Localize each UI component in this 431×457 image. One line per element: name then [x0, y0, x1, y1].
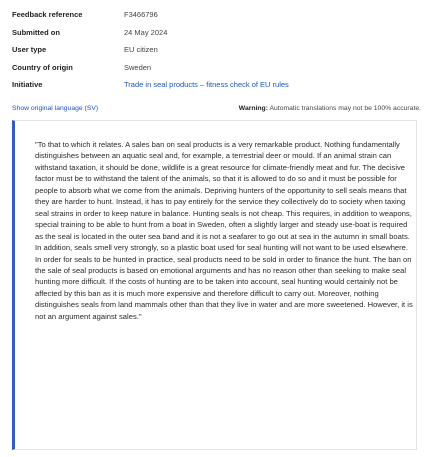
initiative-link[interactable]: Trade in seal products – fitness check of EU rules [124, 80, 289, 89]
meta-value: F3466796 [124, 10, 158, 19]
meta-value: Sweden [124, 62, 152, 72]
feedback-quote-box [12, 120, 417, 450]
language-bar [12, 105, 421, 112]
meta-label: User type [12, 45, 47, 54]
translation-warning [239, 105, 421, 112]
meta-row-country-of-origin [12, 63, 422, 81]
meta-row-initiative [12, 80, 422, 98]
meta-value: 24 May 2024 [124, 27, 168, 37]
meta-label: Submitted on [12, 27, 60, 37]
feedback-text: "To that to which it relates. A sales ban on seal products is a very remarkable product. Nothing fundamentally distinguishes between an aquatic seal and, for example, a terrestrial deer or mould. If an animal strain can withstand taxation, it should be done, wildlife is a great resource for climate-friendly meat and fur. The decisive factor must be to withstand the talent of the animals, so that it is allowed to do so and it must be possible for people to absorb what we come from the animals. Depriving hunters of the opportunity to sell seals means that they are harder to hunt. Instead, it has to pay entirely for the service they collectively do to society when taxing seal strains in order to keep nature in balance. Hunting seals is not cheap. This requires, in addition to weapons, special training to be able to hunt from a boat in Sweden, often a slightly larger and steady use-boat is required as the seal is located in the outer sea band and it is not a seafarer to go out at sea in the autumn in small boats. In addition, seals smell very strongly, so a plastic boat used for seal hunting will not want to be used elsewhere. In order for seals to be hunted in practice, seal products need to be sold in order to finance the hunt. The ban on the sale of seal products is based on emotional arguments and has no reason other than seeking to make seal hunting more difficult. If the costs of hunting are to be taken into account, seal hunting would certainly not be affected by this ban as it is much more expensive and therefore difficult to carry out. Moreover, nothing distinguishes seals from land mammals other than that they live in water and are more sweetened. However, it is not an argument against sales." [35, 140, 413, 321]
meta-value: EU citizen [124, 45, 158, 54]
meta-row-submitted-on [12, 28, 422, 46]
meta-label: Country of origin [12, 62, 73, 72]
feedback-metadata [12, 10, 422, 98]
meta-label: Feedback reference [12, 10, 83, 19]
meta-row-user-type [12, 45, 422, 63]
warning-text: Automatic translations may not be 100% accurate. [269, 105, 421, 112]
meta-label: Initiative [12, 80, 43, 89]
meta-row-feedback-reference [12, 10, 422, 28]
show-original-language-link[interactable]: Show original language (SV) [12, 105, 99, 112]
warning-label: Warning: [238, 105, 268, 112]
